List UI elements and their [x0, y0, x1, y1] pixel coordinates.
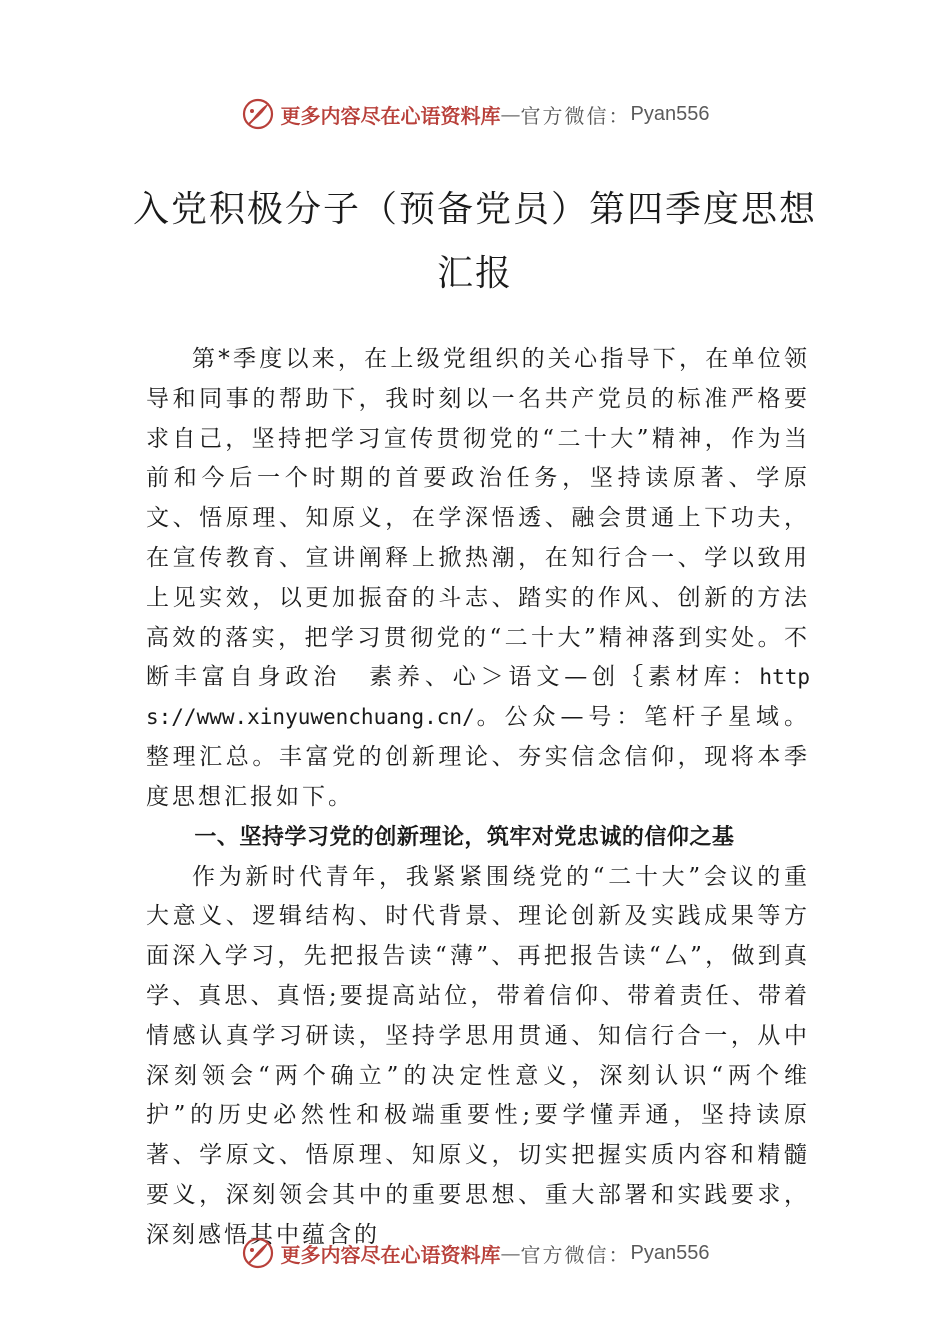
- source-url-text: https://www.xinyuwenchuang.cn/: [146, 665, 810, 730]
- footer-watermark-banner: [0, 1233, 950, 1273]
- intro-paragraph: [146, 340, 810, 818]
- feather-pen-seal-icon: [241, 1236, 275, 1270]
- banner-wechat-id: Pyan556: [630, 102, 710, 125]
- intro-text-part-1: 第*季度以来，在上级党组织的关心指导下，在单位领导和同事的帮助下，我时刻以一名共产党员的标准严格要求自己，坚持把学习宣传贯彻党的“二十大”精神，作为当前和今后一个时期的首要政治任务，坚持读原著、学原文、悟原理、知原义，在学深悟透、融会贯通上下功夫，在宣传教育、宣讲阐释上掀热潮，在知行合一、学以致用上见实效，以更加振奋的斗志、踏实的作风、创新的方法高效的落实，把学习贯彻党的“二十大”精神落到实处。不断丰富自身政治 素养、心＞语文—创｛素材库：: [146, 346, 810, 691]
- banner-separator: —: [500, 102, 521, 126]
- banner-brand-text: 更多内容尽在心语资料库: [280, 103, 501, 128]
- banner-brand-text: 更多内容尽在心语资料库: [280, 1242, 501, 1267]
- document-body: [146, 340, 810, 1256]
- title-line-1: 入党积极分子（预备党员）第四季度思想: [132, 189, 817, 230]
- banner-separator: —: [500, 1241, 521, 1265]
- feather-pen-seal-icon: [241, 97, 275, 131]
- title-line-2: 汇报: [436, 253, 513, 294]
- intro-text-part-2: 。公众—号：笔杆子星域。整理汇总。丰富党的创新理论、夯实信念信仰，现将本季度思想汇报如下。: [146, 704, 810, 810]
- header-watermark-banner: [0, 94, 950, 134]
- section-heading-1: 一、坚持学习党的创新理论，筑牢对党忠诚的信仰之基: [194, 824, 735, 850]
- section-1-paragraph: 作为新时代青年，我紧紧围绕党的“二十大”会议的重大意义、逻辑结构、时代背景、理论创新及实践成果等方面深入学习，先把报告读“薄”、再把报告读“厶”，做到真学、真思、真悟;要提高站位，带着信仰、带着责任、带着情感认真学习研读，坚持学思用贯通、知信行合一，从中深刻领会“两个确立”的决定性意义，深刻认识“两个维护”的历史必然性和极端重要性;要学懂弄通，坚持读原著、学原文、悟原理、知原义，切实把握实质内容和精髓要义，深刻领会其中的重要思想、重大部署和实践要求，深刻感悟其中蕴含的: [146, 863, 810, 1248]
- banner-wechat-id: Pyan556: [630, 1241, 710, 1264]
- banner-wechat-label: 官方微信：: [520, 103, 631, 128]
- document-title: [100, 178, 850, 306]
- banner-wechat-label: 官方微信：: [520, 1242, 631, 1267]
